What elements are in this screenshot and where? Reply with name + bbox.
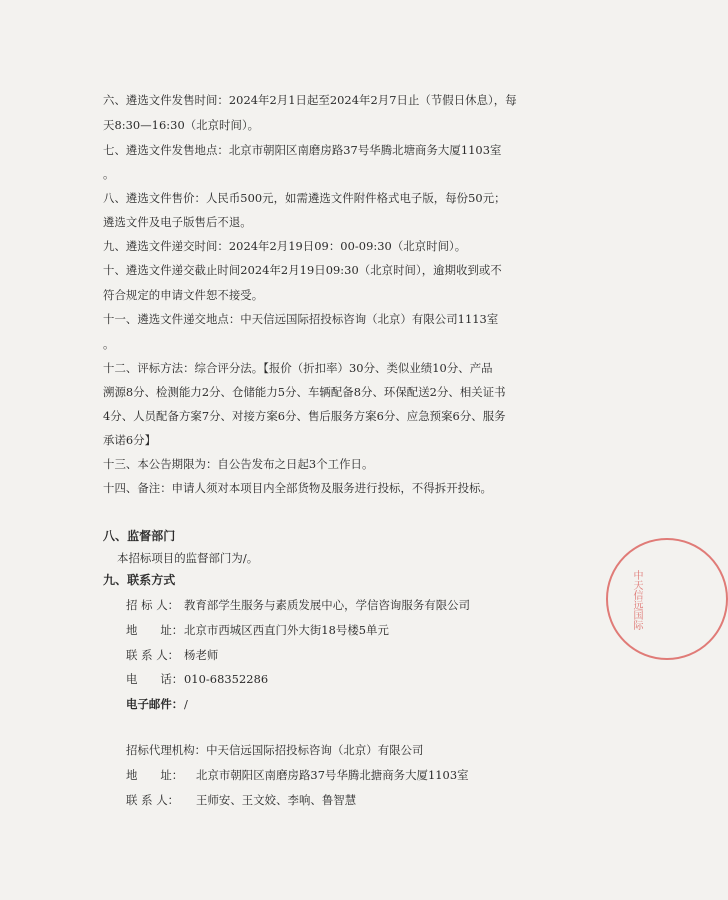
item-10-line-1: 十、遴选文件递交截止时间2024年2月19日09:30（北京时间），逾期收到或不 [103,263,502,277]
email-label: 电子邮件： [126,697,184,711]
agency-person-label: 联 系 人： [126,793,180,807]
phone-label: 电 话： [126,672,184,686]
tenderer-value: 教育部学生服务与素质发展中心，学信咨询服务有限公司 [184,598,471,612]
email-value: / [184,697,188,711]
item-12-line-1: 十二、评标方法：综合评分法。【报价（折扣率）30分、类似业绩10分、产品 [103,361,493,375]
item-12-line-2: 溯源8分、检测能力2分、仓储能力5分、车辆配备8分、环保配送2分、相关证书 [103,385,506,399]
tenderer-label: 招 标 人： [126,598,180,612]
item-6-line-2: 天8:30—16:30（北京时间）。 [103,118,260,132]
item-7-line-2: 。 [103,167,115,181]
contact-email [126,696,571,712]
agency-person-value: 王师安、王文姣、李响、鲁智慧 [196,793,357,807]
item-8-line-2: 遴选文件及电子版售后不退。 [103,215,252,229]
agency-address-value: 北京市朝阳区南磨房路37号华腾北搪商务大厦1103室 [196,768,469,782]
item-11-line-2: 。 [103,337,115,351]
item-11-line-1: 十一、遴选文件递交地点：中天信远国际招投标咨询（北京）有限公司1113室 [103,312,499,326]
phone-value: 010-68352286 [184,672,269,686]
person-label: 联 系 人： [126,648,180,662]
agency-address-label: 地 址： [126,768,184,782]
red-seal-stamp [598,530,642,660]
seal-text: 中天信远国际 [631,570,642,630]
contact-person [126,647,571,663]
agency-org-label: 招标代理机构： [126,743,207,757]
agency-person [126,792,571,808]
contact-heading: 九、联系方式 [103,573,176,587]
item-12-line-4: 承诺6分】 [103,433,157,447]
supervision-text: 本招标项目的监督部门为/。 [117,551,259,565]
item-10-line-2: 符合规定的申请文件恕不接受。 [103,288,264,302]
item-8-line-1: 八、遴选文件售价：人民币500元，如需遴选文件附件格式电子版，每份50元； [103,191,506,205]
supervision-heading: 八、监督部门 [103,529,176,543]
item-12-line-3: 4分、人员配备方案7分、对接方案6分、售后服务方案6分、应急预案6分、服务 [103,409,506,423]
agency-org-value: 中天信远国际招投标咨询（北京）有限公司 [206,743,424,757]
contact-phone [126,671,571,687]
item-13-line: 十三、本公告期限为：自公告发布之日起3个工作日。 [103,457,374,471]
agency-org [126,742,571,758]
item-6-line-1: 六、遴选文件发售时间：2024年2月1日起至2024年2月7日止（节假日休息），每 [103,93,517,107]
contact-tenderer [126,597,571,613]
address-label: 地 址： [126,623,184,637]
person-value: 杨老师 [184,648,219,662]
item-14-line: 十四、备注：申请人须对本项目内全部货物及服务进行投标，不得拆开投标。 [103,481,492,495]
item-9-line: 九、遴选文件递交时间：2024年2月19日09：00-09:30（北京时间）。 [103,239,467,253]
agency-address [126,767,571,783]
contact-address [126,622,571,638]
item-7-line-1: 七、遴选文件发售地点：北京市朝阳区南磨房路37号华腾北塘商务大厦1103室 [103,143,502,157]
address-value: 北京市西城区西直门外大街18号楼5单元 [184,623,389,637]
